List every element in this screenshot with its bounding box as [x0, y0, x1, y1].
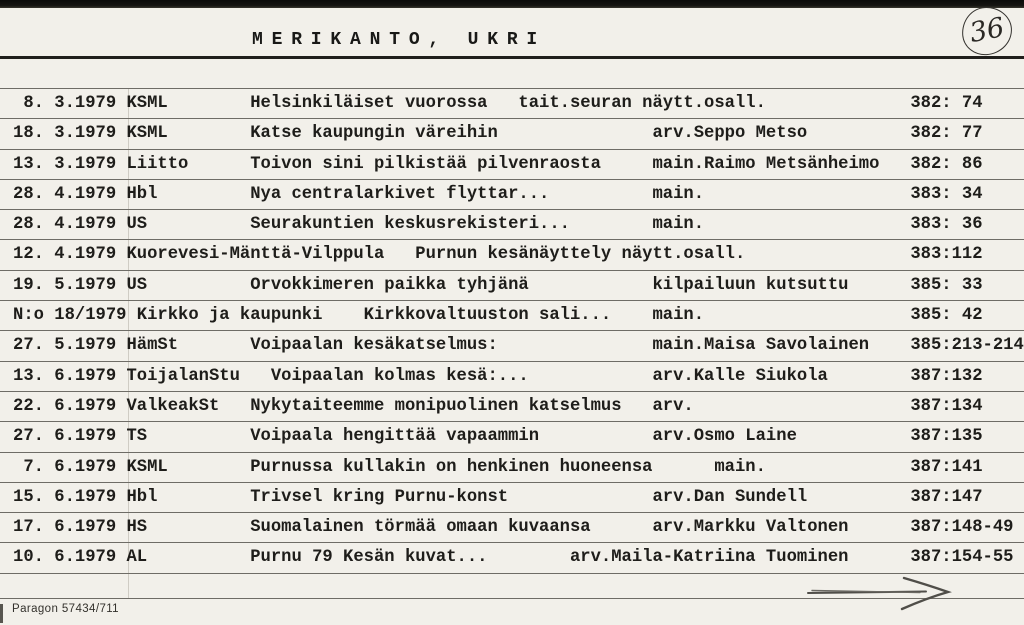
left-edge-mark [0, 604, 3, 623]
entry-pages: 385: 42 [910, 306, 983, 326]
entry-pages: 383: 34 [910, 184, 983, 204]
scan-top-edge [0, 0, 1024, 8]
entry-text: 13. 3.1979 Liitto Toivon sini pilkistää pilvenraosta main.Raimo Metsänheimo [13, 154, 880, 174]
entry-text: 27. 5.1979 HämSt Voipaalan kesäkatselmus: main.Maisa Savolainen [13, 336, 870, 356]
entry-pages: 382: 77 [910, 124, 983, 144]
table-row [0, 362, 1024, 392]
table-row [0, 210, 1024, 240]
table-row [0, 483, 1024, 513]
entry-pages: 387:154-55 [910, 548, 1014, 568]
entry-text: 27. 6.1979 TS Voipaala hengittää vapaammin arv.Osmo Laine [13, 427, 797, 447]
table-row [0, 331, 1024, 361]
entry-text: 18. 3.1979 KSML Katse kaupungin väreihin arv.Seppo Metso [13, 124, 808, 144]
entry-text: 10. 6.1979 AL Purnu 79 Kesän kuvat... arv.Maila-Katriina Tuominen [13, 548, 849, 568]
entry-pages: 387:141 [910, 457, 983, 477]
entry-text: 15. 6.1979 Hbl Trivsel kring Purnu-konst arv.Dan Sundell [13, 487, 808, 507]
table-row [0, 180, 1024, 210]
entry-text: 12. 4.1979 Kuorevesi-Mänttä-Vilppula Purnun kesänäyttely näytt.osall. [13, 245, 746, 265]
page-number: 36 [966, 11, 1007, 49]
entry-pages: 387:135 [910, 427, 983, 447]
table-row [0, 392, 1024, 422]
entry-pages: 385:213-214 [910, 336, 1024, 356]
entry-pages: 382: 74 [910, 94, 983, 113]
page-title: MERIKANTO, UKRI [252, 30, 547, 50]
entry-text: N:o 18/1979 Kirkko ja kaupunki Kirkkovaltuuston sali... main. [13, 306, 705, 326]
table-row [0, 301, 1024, 331]
entry-text: 17. 6.1979 HS Suomalainen törmää omaan kuvaansa arv.Markku Valtonen [13, 518, 849, 538]
entry-text: 22. 6.1979 ValkeakSt Nykytaiteemme monipuolinen katselmus arv. [13, 396, 694, 416]
entry-text: 28. 4.1979 Hbl Nya centralarkivet flyttar... main. [13, 184, 705, 204]
table-row [0, 453, 1024, 483]
table-row [0, 422, 1024, 452]
table-row [0, 150, 1024, 180]
right-arrow-icon [798, 570, 960, 620]
entry-list [0, 88, 1024, 574]
imprint: Paragon 57434/711 [12, 603, 119, 615]
entry-pages: 383:112 [910, 245, 983, 265]
table-row [0, 119, 1024, 149]
table-row [0, 513, 1024, 543]
header-rule [0, 56, 1024, 59]
entry-pages: 385: 33 [910, 275, 983, 295]
table-row [0, 271, 1024, 301]
entry-pages: 387:147 [910, 487, 983, 507]
table-row [0, 240, 1024, 270]
entry-text: 13. 6.1979 ToijalanStu Voipaalan kolmas kesä:... arv.Kalle Siukola [13, 366, 828, 386]
entry-text: 8. 3.1979 KSML Helsinkiläiset vuorossa tait.seuran näytt.osall. [13, 94, 766, 113]
table-row [0, 89, 1024, 119]
entry-pages: 382: 86 [910, 154, 983, 174]
entry-text: 7. 6.1979 KSML Purnussa kullakin on henkinen huoneensa main. [13, 457, 766, 477]
entry-pages: 383: 36 [910, 215, 983, 235]
page-number-badge [960, 5, 1013, 56]
entry-pages: 387:134 [910, 396, 983, 416]
entry-pages: 387:148-49 [910, 518, 1014, 538]
entry-text: 19. 5.1979 US Orvokkimeren paikka tyhjänä kilpailuun kutsuttu [13, 275, 849, 295]
entry-pages: 387:132 [910, 366, 983, 386]
entry-text: 28. 4.1979 US Seurakuntien keskusrekisteri... main. [13, 215, 705, 235]
